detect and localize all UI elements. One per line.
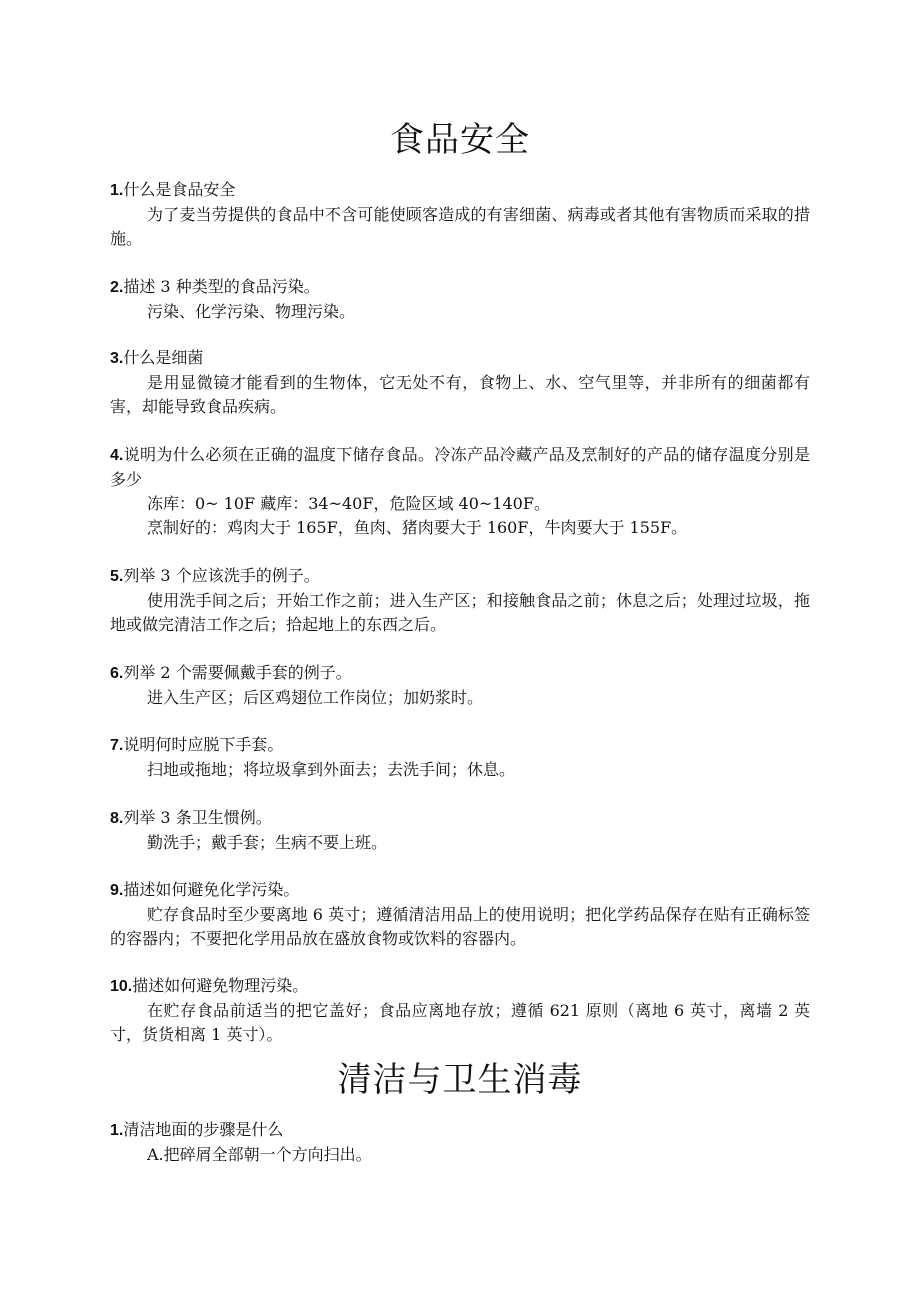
question [110, 733, 810, 758]
qa-item-1 [110, 178, 810, 251]
question [110, 443, 810, 492]
answer-text: 污染、化学污染、物理污染。 [147, 302, 356, 321]
question-number: 4. [110, 447, 124, 464]
question [110, 178, 810, 203]
question [110, 275, 810, 300]
question-number: 5. [110, 568, 124, 585]
answer-text: 扫地或拖地；将垃圾拿到外面去；去洗手间；休息。 [147, 760, 516, 779]
question-text: 清洁地面的步骤是什么 [123, 1120, 284, 1139]
qa-item-2 [110, 275, 810, 324]
question-text: 什么是食品安全 [123, 180, 236, 199]
question [110, 661, 810, 686]
question [110, 878, 810, 903]
question-number: 1. [110, 182, 124, 199]
qa-item-8 [110, 806, 810, 855]
question-text: 描述如何避免化学污染。 [123, 880, 300, 899]
question [110, 564, 810, 589]
section-title-cleaning-sanitation: 清洁与卫生消毒 [337, 1060, 583, 1100]
question [110, 1118, 810, 1143]
question-number: 8. [110, 810, 124, 827]
section-title-food-safety: 食品安全 [390, 120, 530, 160]
answer-text: 贮存食品时至少要离地 6 英寸；遵循清洁用品上的使用说明；把化学药品保存在贴有正确标签的容器内；不要把化学用品放在盛放食物或饮料的容器内。 [110, 905, 810, 948]
question-text: 说明为什么必须在正确的温度下储存食品。冷冻产品冷藏产品及烹制好的产品的储存温度分别是多少 [110, 445, 810, 489]
question [110, 974, 810, 999]
question-text: 列举 3 个应该洗手的例子。 [123, 566, 320, 585]
question-number: 7. [110, 737, 124, 754]
question-text: 描述如何避免物理污染。 [132, 976, 309, 995]
question-number: 10. [110, 978, 133, 995]
answer-text: 烹制好的：鸡肉大于 165F，鱼肉、猪肉要大于 160F，牛肉要大于 155F。 [147, 518, 688, 537]
qa-item-9 [110, 878, 810, 951]
question-text: 说明何时应脱下手套。 [123, 735, 284, 754]
qa-item-cleaning-1 [110, 1118, 810, 1167]
qa-item-4 [110, 443, 810, 540]
answer-text: 为了麦当劳提供的食品中不含可能使顾客造成的有害细菌、病毒或者其他有害物质而采取的措施。 [110, 205, 810, 248]
question [110, 806, 810, 831]
answer-text: 在贮存食品前适当的把它盖好；食品应离地存放；遵循 621 原则（离地 6 英寸，离墙 2 英寸，货货相离 1 英寸）。 [110, 1001, 810, 1044]
question-number: 1. [110, 1122, 124, 1139]
qa-item-7 [110, 733, 810, 782]
question-number: 3. [110, 350, 124, 367]
qa-item-6 [110, 661, 810, 710]
answer-text: A.把碎屑全部朝一个方向扫出。 [147, 1145, 372, 1164]
qa-item-3 [110, 346, 810, 419]
question-number: 6. [110, 665, 124, 682]
question-text: 列举 2 个需要佩戴手套的例子。 [123, 663, 352, 682]
question-number: 9. [110, 882, 124, 899]
qa-item-5 [110, 564, 810, 637]
question-number: 2. [110, 279, 124, 296]
question-text: 描述 3 种类型的食品污染。 [123, 277, 320, 296]
answer-text: 冻库：0~ 10F 藏库：34~40F，危险区域 40~140F。 [147, 494, 550, 513]
question [110, 346, 810, 371]
answer-text: 是用显微镜才能看到的生物体，它无处不有，食物上、水、空气里等，并非所有的细菌都有害，却能导致食品疾病。 [110, 373, 810, 416]
answer-text: 使用洗手间之后；开始工作之前；进入生产区；和接触食品之前；休息之后；处理过垃圾，拖地或做完清洁工作之后；拾起地上的东西之后。 [110, 591, 810, 634]
qa-item-10 [110, 974, 810, 1047]
answer-text: 进入生产区；后区鸡翅位工作岗位；加奶浆时。 [147, 688, 484, 707]
question-text: 列举 3 条卫生惯例。 [123, 808, 272, 827]
answer-text: 勤洗手；戴手套；生病不要上班。 [147, 833, 388, 852]
question-text: 什么是细菌 [123, 348, 204, 367]
